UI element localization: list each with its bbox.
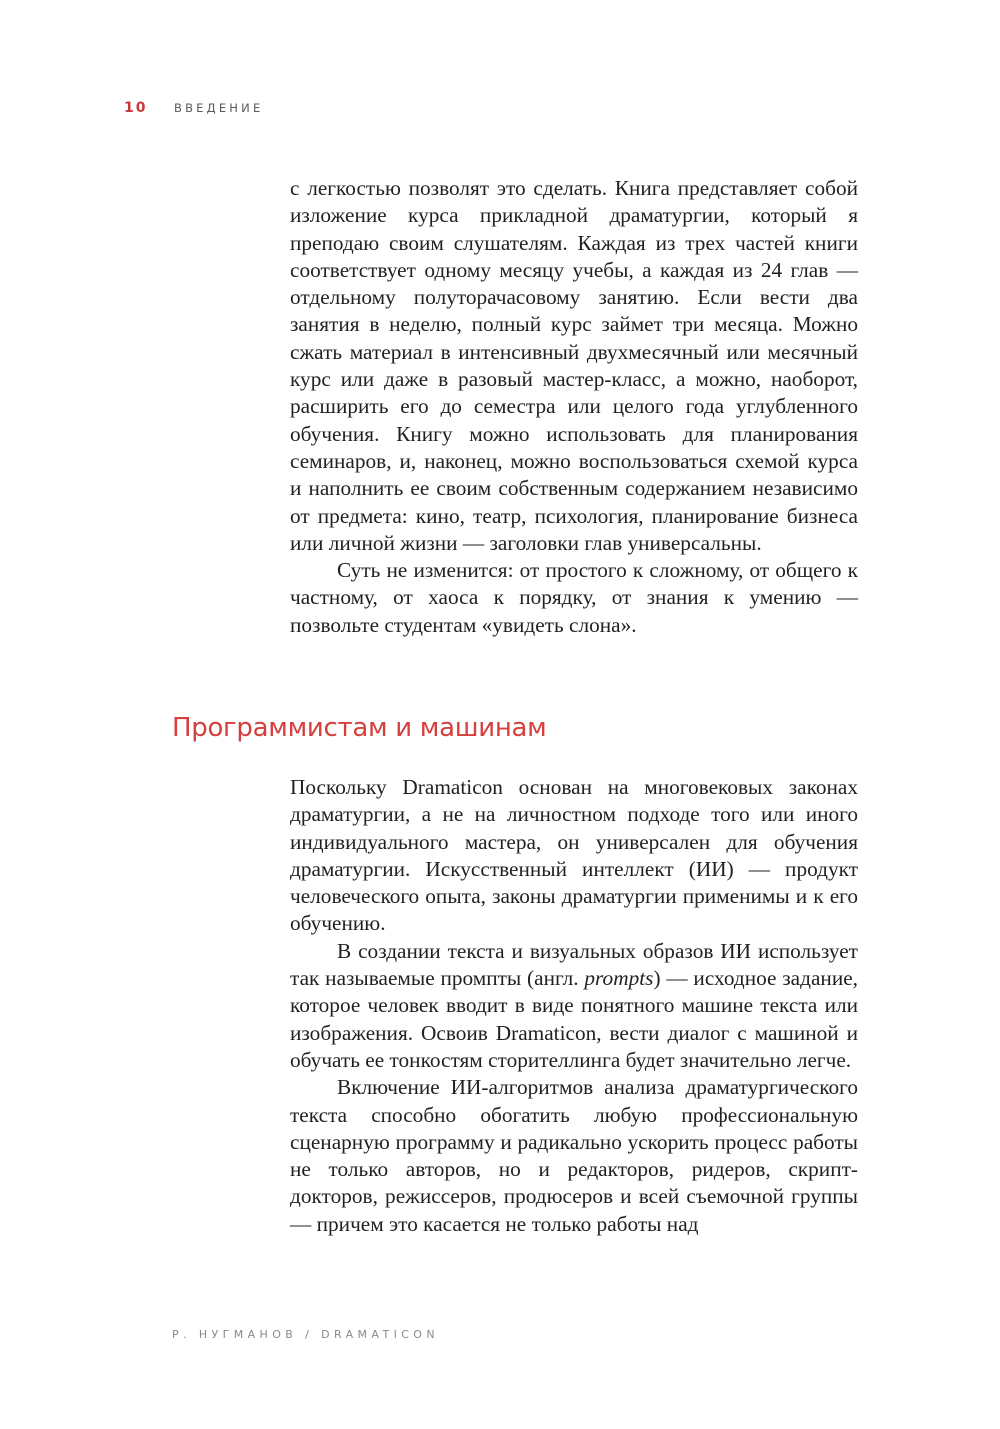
paragraph: с легкостью позволят это сделать. Книга представляет собой изложение курса прикладной драматургии, который я преподаю своим слушателям. Каждая из трех частей книги соответствует одному месяцу учебы, а каждая из 24 глав — отдельному полуторачасовому занятию. Если вести два занятия в неделю, полный курс займет три месяца. Можно сжать материал в интенсивный двухмесячный или месячный курс или даже в разовый мастер-класс, а можно, наоборот, расширить его до семестра или целого года углубленного обучения. Книгу можно использовать для планирования семинаров, и, наконец, можно воспользоваться схемой курса и наполнить ее своим собственным содержанием независимо от предмета: кино, театр, психология, планирование бизнеса или личной жизни — заголовки глав универсальны.: [290, 176, 858, 555]
paragraph-with-italic: [290, 938, 858, 1074]
intro-text-block: [290, 175, 858, 639]
text-run: ) — исходное задание, которое человек вводит в виде понятного машине текста или изображения. Освоив Dramaticon, вести диалог с машиной и обучать ее тонкостям сторителлинга будет значительно легче.: [290, 966, 858, 1072]
page-footer: Р. НУГМАНОВ / DRAMATICON: [172, 1328, 439, 1341]
text-run: В создании текста и визуальных образов ИИ использует так называемые промпты (англ.: [290, 938, 858, 991]
chapter-text-block: [290, 774, 858, 1238]
section-label: ВВЕДЕНИЕ: [174, 101, 264, 115]
running-head: [124, 100, 263, 120]
paragraph: Включение ИИ-алгоритмов анализа драматургического текста способно обогатить любую профессиональную сценарную программу и радикально ускорить процесс работы не только авторов, но и редакторов, ридеров, скрипт-докторов, режиссеров, продюсеров и всей съемочной группы — причем это касается не только работы над: [290, 1075, 858, 1236]
paragraph: Поскольку Dramaticon основан на многовековых законах драматургии, а не на личностном подходе того или иного индивидуального мастера, он универсален для обучения драматургии. Искусственный интеллект (ИИ) — продукт человеческого опыта, законы драматургии применимы и к его обучению.: [290, 775, 858, 936]
paragraph: Суть не изменится: от простого к сложному, от общего к частному, от хаоса к порядку, от знания к умению — позвольте студентам «увидеть слона».: [290, 558, 858, 637]
italic-term: prompts: [584, 966, 654, 991]
page-number: 10: [124, 100, 148, 116]
chapter-heading: Программистам и машинам: [172, 713, 547, 743]
